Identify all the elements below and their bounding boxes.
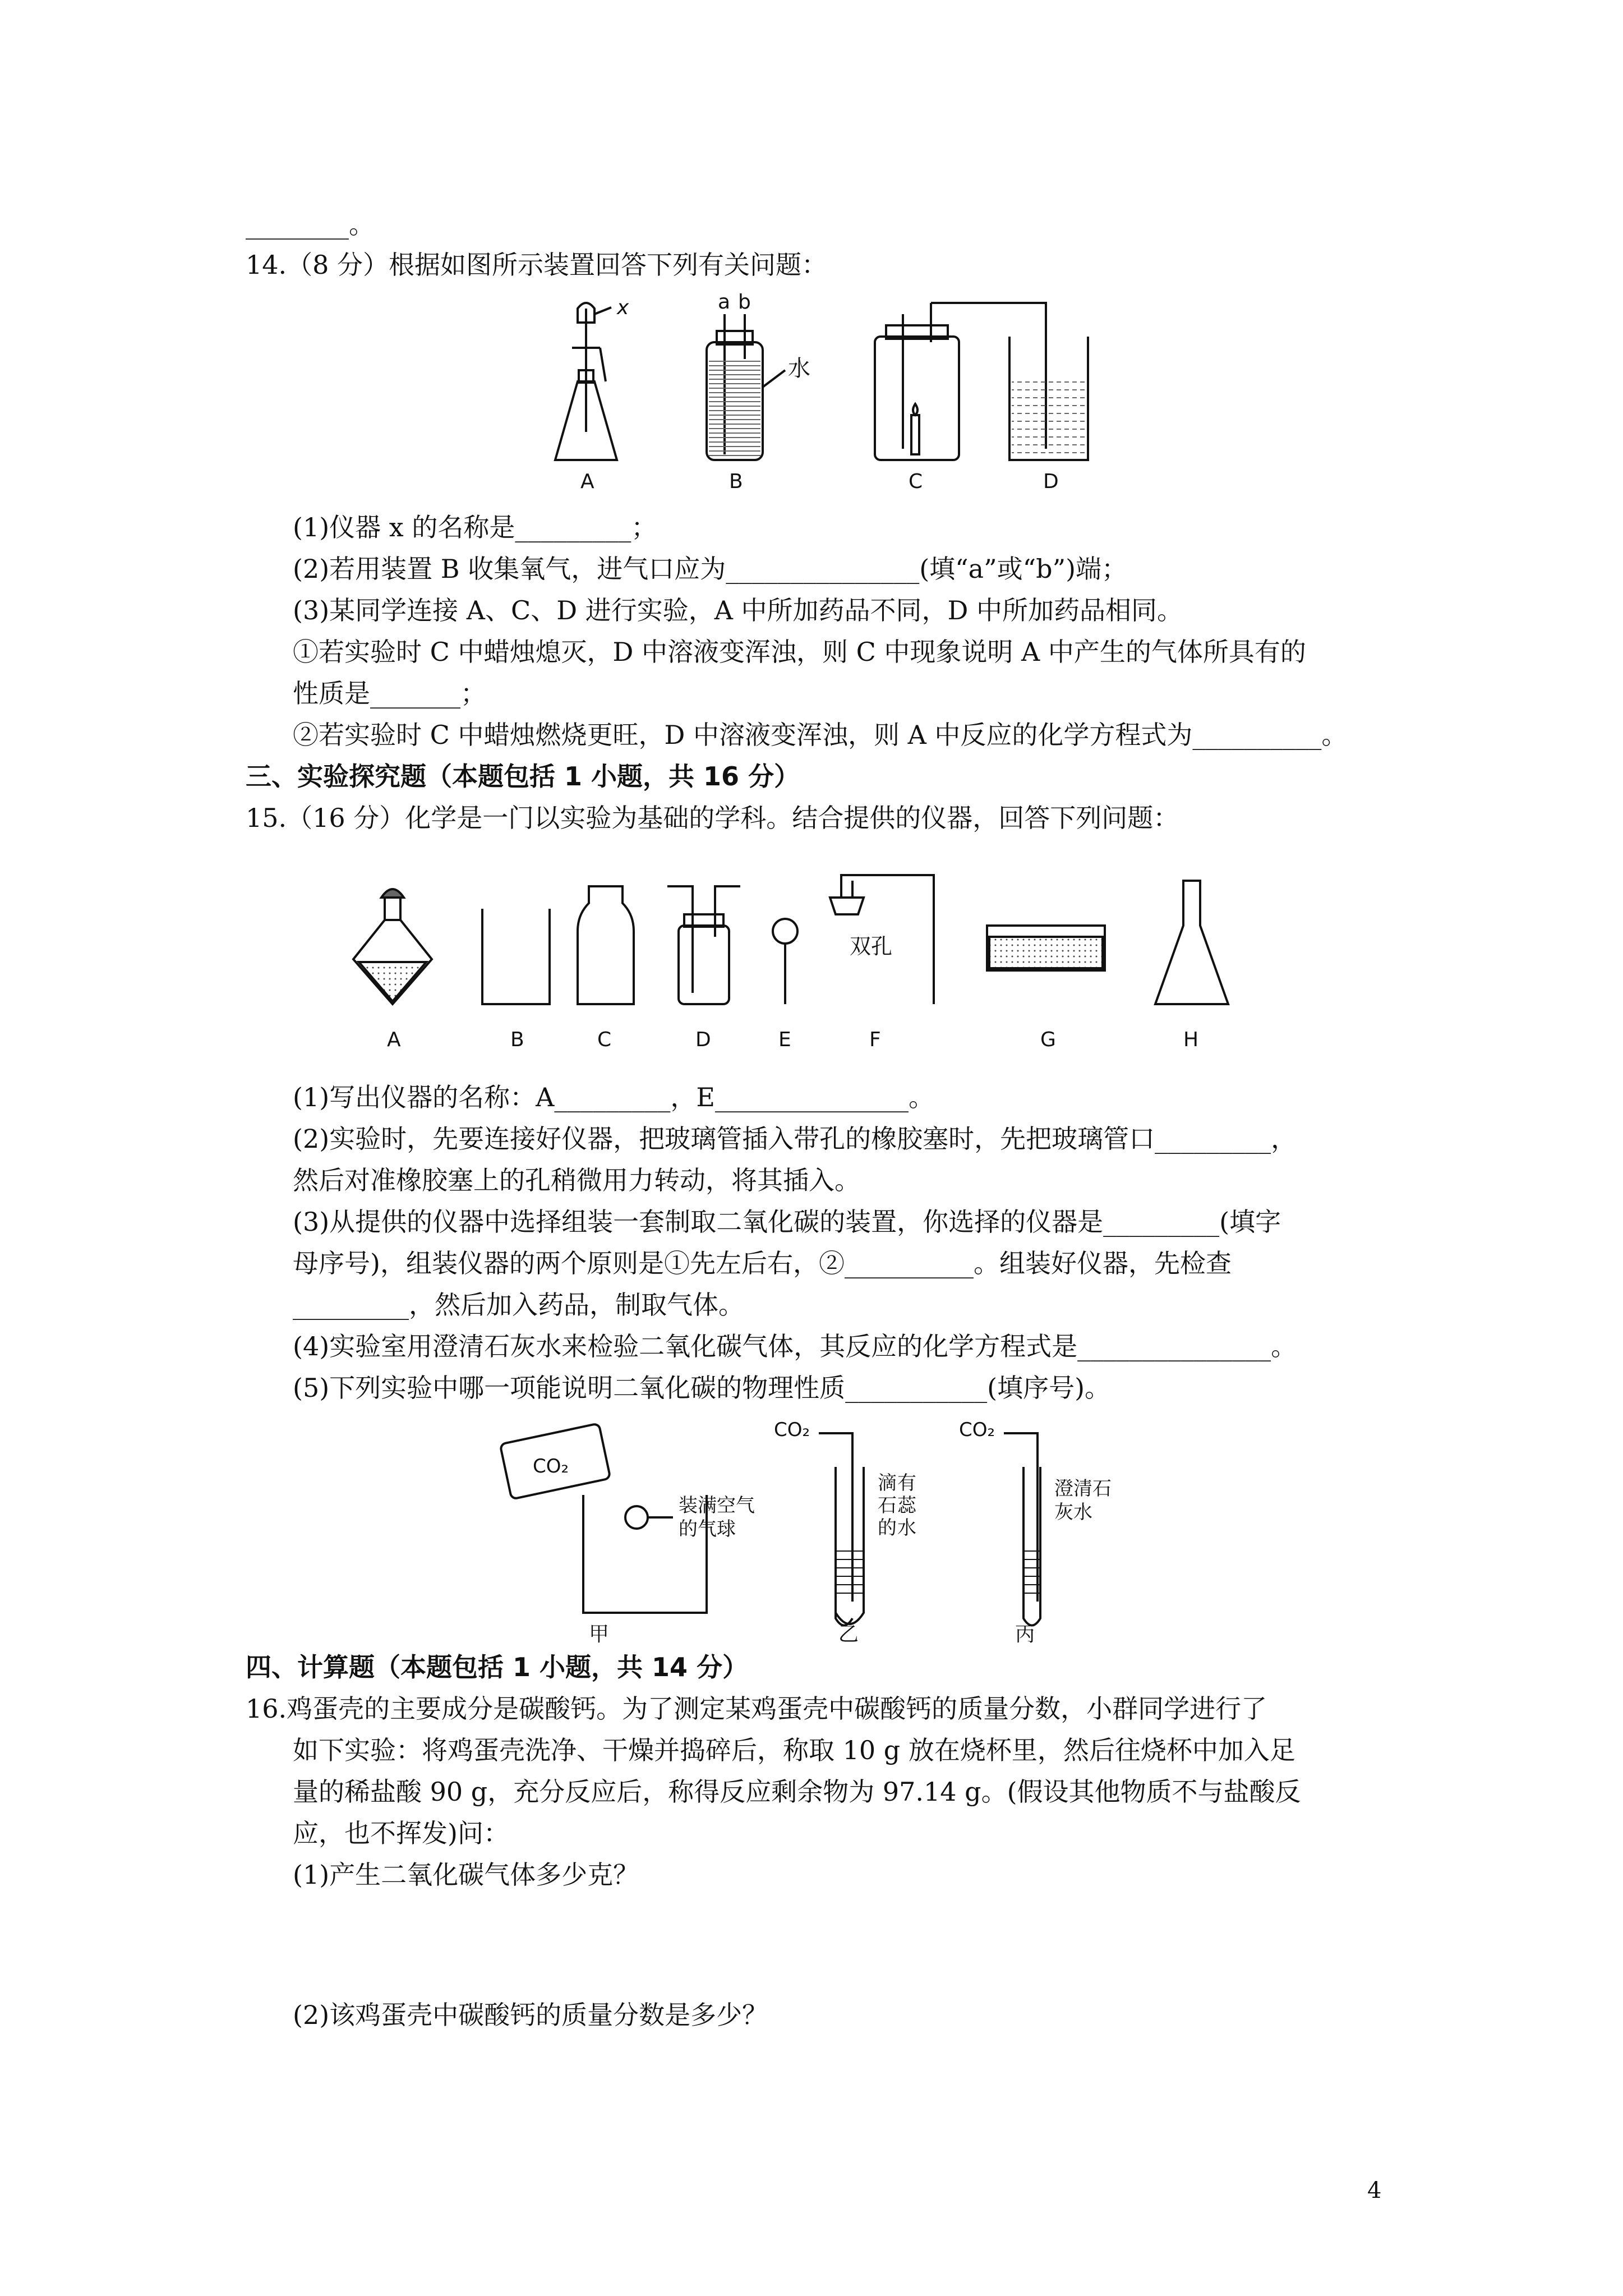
port-b-label: b [738, 292, 751, 314]
q16-part2: (2)该鸡蛋壳中碳酸钙的质量分数是多少？ [293, 2000, 768, 2030]
q15-part2: (2)实验时，先要连接好仪器，把玻璃管插入带孔的橡胶塞时，先把玻璃管口_________， [293, 1124, 1297, 1154]
label-a: A [387, 1028, 401, 1051]
double-hole-label: 双孔 [850, 934, 893, 959]
section-4-heading: 四、计算题（本题包括 1 小题，共 14 分） [246, 1652, 749, 1682]
q14-part3a-cont: 性质是_______； [293, 678, 486, 708]
figure-14-apparatus [538, 292, 1110, 494]
co2-inlet-yi: CO₂ [774, 1419, 810, 1441]
q15-part4: (4)实验室用澄清石灰水来检验二氧化碳气体，其反应的化学方程式是_______________。 [293, 1331, 1297, 1361]
balloon-label-1: 装满空气 [679, 1494, 755, 1517]
label-d: D [695, 1028, 711, 1051]
limewater-label-1: 澄清石 [1054, 1478, 1112, 1500]
q15-part2-cont: 然后对准橡胶塞上的孔稍微用力转动，将其插入。 [293, 1165, 860, 1195]
litmus-label-5: 的 [878, 1517, 897, 1539]
q15-part3-cont: 母序号)，组装仪器的两个原则是①先左后右，②__________。组装好仪器，先检查 [293, 1248, 1232, 1278]
label-b: B [510, 1028, 524, 1051]
question-15: 15.（16 分）化学是一门以实验为基础的学科。结合提供的仪器，回答下列问题： [246, 803, 1179, 833]
co2-inlet-bing: CO₂ [959, 1419, 995, 1441]
label-g: G [1040, 1028, 1056, 1051]
section-3-heading: 三、实验探究题（本题包括 1 小题，共 16 分） [246, 761, 800, 792]
q15-part3-cont2: _________，然后加入药品，制取气体。 [293, 1290, 744, 1320]
water-label: 水 [788, 356, 810, 381]
label-c: C [597, 1028, 612, 1051]
page-number: 4 [1367, 2178, 1382, 2203]
blank-line: ________。 [246, 209, 375, 240]
label-a: A [580, 470, 594, 493]
q15-part5: (5)下列实验中哪一项能说明二氧化碳的物理性质___________(填序号)。 [293, 1373, 1111, 1403]
q15-part1: (1)写出仪器的名称：A_________，E_______________。 [293, 1082, 934, 1112]
limewater-label-2: 灰水 [1054, 1501, 1092, 1524]
label-e: E [778, 1028, 791, 1051]
question-16-cont3: 应，也不挥发)问： [293, 1818, 509, 1848]
label-f: F [869, 1028, 881, 1051]
question-16: 16.鸡蛋壳的主要成分是碳酸钙。为了测定某鸡蛋壳中碳酸钙的质量分数，小群同学进行了 [246, 1694, 1267, 1724]
label-jia: 甲 [589, 1623, 610, 1646]
label-h: H [1183, 1028, 1199, 1051]
q14-part3b: ②若实验时 C 中蜡烛燃烧更旺，D 中溶液变浑浊，则 A 中反应的化学方程式为__________。 [293, 720, 1348, 750]
figure-15-5-experiments [494, 1411, 1155, 1646]
label-b: B [729, 470, 743, 493]
q14-part2: (2)若用装置 B 收集氧气，进气口应为_______________(填“a”或“b”)端； [293, 554, 1128, 584]
litmus-label-4: 蕊 [897, 1494, 916, 1517]
label-yi: 乙 [838, 1623, 859, 1646]
label-d: D [1043, 470, 1059, 493]
litmus-label-3: 石 [878, 1494, 897, 1517]
q15-part3: (3)从提供的仪器中选择组装一套制取二氧化碳的装置，你选择的仪器是_________(填字 [293, 1207, 1281, 1237]
label-bing: 丙 [1015, 1623, 1036, 1646]
port-a-label: a [718, 292, 731, 314]
question-16-cont: 如下实验：将鸡蛋壳洗净、干燥并捣碎后，称取 10 g 放在烧杯里，然后往烧杯中加入足 [293, 1735, 1295, 1765]
question-14: 14.（8 分）根据如图所示装置回答下列有关问题： [246, 250, 828, 280]
litmus-label-1: 滴 [878, 1472, 897, 1494]
balloon-label-2: 的气球 [679, 1518, 736, 1540]
label-c: C [909, 470, 923, 493]
q16-part1: (1)产生二氧化碳气体多少克？ [293, 1860, 639, 1890]
q14-part3a: ①若实验时 C 中蜡烛熄灭，D 中溶液变浑浊，则 C 中现象说明 A 中产生的气体所具有的 [293, 637, 1306, 667]
co2-bottle-label: CO₂ [533, 1455, 569, 1478]
q14-part3: (3)某同学连接 A、C、D 进行实验，A 中所加药品不同，D 中所加药品相同。 [293, 595, 1183, 625]
x-label: x [617, 296, 629, 319]
q14-part1: (1)仪器 x 的名称是_________； [293, 512, 657, 542]
litmus-label-6: 水 [897, 1517, 916, 1539]
litmus-label-2: 有 [897, 1472, 916, 1494]
question-16-cont2: 量的稀盐酸 90 g，充分反应后，称得反应剩余物为 97.14 g。(假设其他物质不与盐酸反 [293, 1777, 1301, 1807]
figure-15-instruments [348, 864, 1301, 1055]
